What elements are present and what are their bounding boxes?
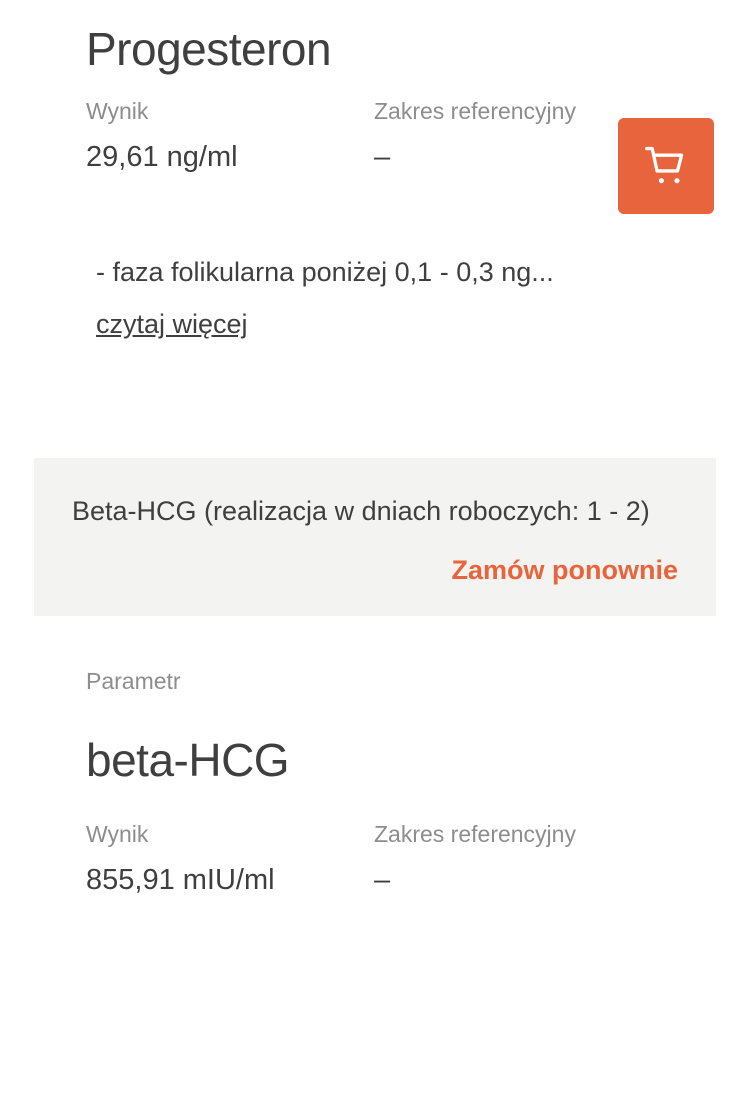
reference-range-label: Zakres referencyjny xyxy=(374,820,576,847)
reference-range-column xyxy=(374,821,654,897)
measurement-row xyxy=(0,783,750,897)
result-value: 29,61 ng/ml xyxy=(86,140,238,173)
reference-range-column xyxy=(374,98,654,174)
add-to-cart-button[interactable] xyxy=(618,118,714,214)
page-title: Progesteron xyxy=(86,23,332,75)
shopping-cart-icon xyxy=(642,144,690,188)
order-action-row xyxy=(72,555,678,586)
result-card-progesteron xyxy=(0,0,750,340)
order-again-button[interactable]: Zamów ponownie xyxy=(451,554,678,585)
reference-range-value: – xyxy=(374,140,391,173)
result-card-beta-hcg xyxy=(0,616,750,897)
result-label: Wynik xyxy=(86,98,149,124)
order-panel xyxy=(34,458,716,616)
result-column xyxy=(86,98,374,174)
reference-description: - faza folikularna poniżej 0,1 - 0,3 ng... xyxy=(96,257,554,288)
reference-range-label: Zakres referencyjny xyxy=(374,98,576,124)
result-column xyxy=(86,821,374,897)
parameter-title: beta-HCG xyxy=(86,733,290,786)
read-more-link[interactable]: czytaj więcej xyxy=(96,308,248,339)
description-block xyxy=(0,256,750,339)
result-label: Wynik xyxy=(86,820,149,847)
order-panel-title: Beta-HCG (realizacja w dniach roboczych: 1 - 2) xyxy=(72,495,650,526)
parameter-section-label: Parametr xyxy=(86,667,181,694)
result-value: 855,91 mIU/ml xyxy=(86,863,275,896)
reference-range-value: – xyxy=(374,863,391,896)
